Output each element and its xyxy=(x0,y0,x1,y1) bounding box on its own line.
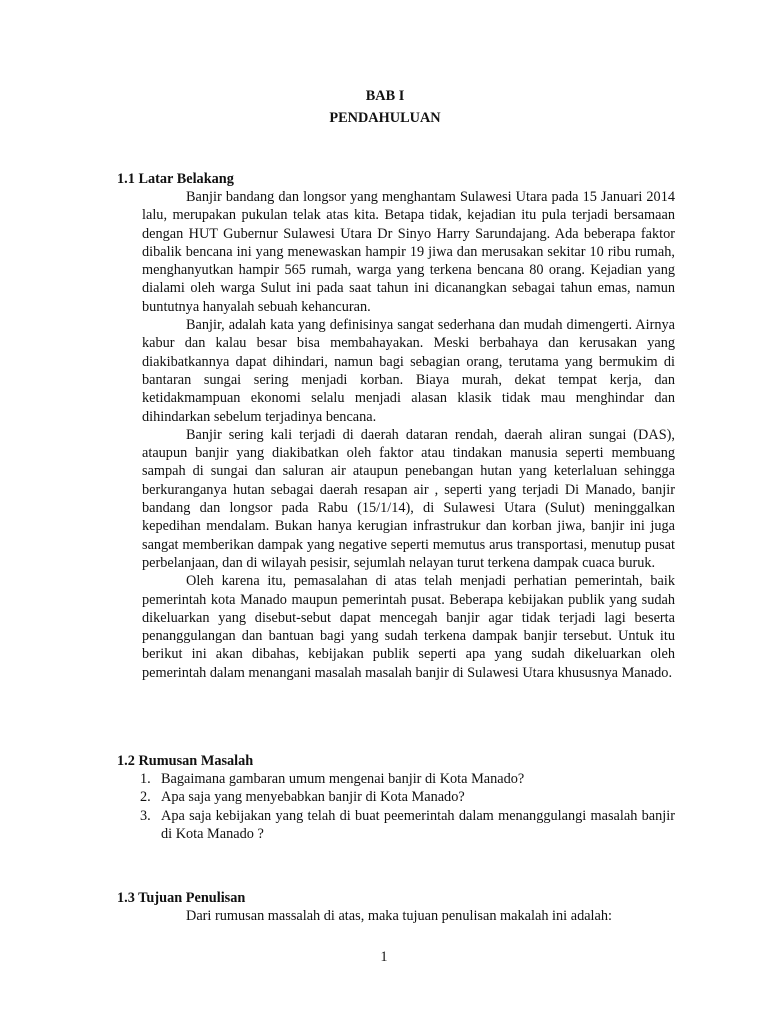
chapter-label: BAB I xyxy=(365,88,405,104)
list-text: Apa saja yang menyebabkan banjir di Kota Manado? xyxy=(161,789,465,806)
page-number: 1 xyxy=(380,949,388,965)
chapter-title: PENDAHULUAN xyxy=(329,110,441,126)
list-item xyxy=(117,788,675,806)
chapter-heading xyxy=(0,85,768,129)
list-item xyxy=(117,770,675,788)
paragraph: Banjir, adalah kata yang definisinya sangat sederhana dan mudah dimengerti. Airnya kabur dan kalau besar bisa membahayakan. Meski berbahaya dan kerusakan yang diakibatkannya dapat dihindari, namun bagi sebagian orang, terutama yang bermukim di bantaran sungai sering menjadi korban. Biaya murah, dekat tempat kerja, dan ketidakmampuan ekonomi selalu menjadi alasan klasik tidak mau menghindar dan dihindarkan sebelum terjadinya bencana. xyxy=(142,317,675,425)
paragraph: Banjir bandang dan longsor yang menghantam Sulawesi Utara pada 15 Januari 2014 lalu, merupakan pukulan telak atas kita. Betapa tidak, kejadian itu pula terjadi bersamaan dengan HUT Gubernur Sulawesi Utara Dr Sinyo Harry Sarundajang. Ada beberapa faktor dibalik bencana ini yang menewaskan hampir 19 jiwa dan merusakan sekitar 10 ribu rumah, menghanyutkan hampir 565 rumah, warga yang terkena bencana 80 orang. Kejadian yang dialami oleh warga Sulut ini pada saat tahun ini dicanangkan sebagai tahun emas, namun buntutnya hanyalah sebuah kehancuran. xyxy=(142,189,675,315)
paragraph: Oleh karena itu, pemasalahan di atas telah menjadi perhatian pemerintah, baik pemerintah kota Manado maupun pemerintah pusat. Beberapa kebijakan publik yang sudah dikeluarkan yang disebut-sebut dapat mencegah banjir agar tidak terjadi lagi beserta penanggulangan dan bantuan bagi yang sudah terkena dampak banjir tersebut. Untuk itu berikut ini akan dibahas, kebijakan publik seperti apa yang sudah dikeluarkan oleh pemerintah dalam menangani masalah masalah banjir di Sulawesi Utara khususnya Manado. xyxy=(142,573,675,681)
section-title: 1.3 Tujuan Penulisan xyxy=(117,890,246,906)
paragraph: Dari rumusan massalah di atas, maka tujuan penulisan makalah ini adalah: xyxy=(186,908,612,924)
list-item xyxy=(117,807,675,844)
list-number: 3. xyxy=(140,807,151,824)
list-text: Apa saja kebijakan yang telah di buat peemerintah dalam menanggulangi masalah banjir di Kota Manado ? xyxy=(161,807,675,842)
list-number: 2. xyxy=(140,789,151,806)
section-latar-belakang xyxy=(117,170,675,682)
section-rumusan-masalah xyxy=(117,752,675,843)
section-title: 1.1 Latar Belakang xyxy=(117,171,234,187)
problem-list xyxy=(117,770,675,843)
paragraph: Banjir sering kali terjadi di daerah dataran rendah, daerah aliran sungai (DAS), ataupun banjir yang diakibatkan oleh faktor atau tindakan manusia seperti membuang sampah di sungai dan saluran air ataupun penebangan hutan yang keterlaluan sehingga berkuranganya hutan sebagai daerah resapan air , seperti yang terjadi Di Manado, banjir bandang dan longsor pada Rabu (15/1/14), di Sulawesi Utara (Sulut) meninggalkan kepedihan mendalam. Bukan hanya kerugian infrastrukur dan korban jiwa, banjir ini juga sangat memberikan dampak yang negative seperti memutus arus transportasi, menutup pusat perbelanjaan, dan di wilayah pesisir, sejumlah nelayan turut terkena dampak cuaca buruk. xyxy=(142,426,675,571)
list-text: Bagaimana gambaran umum mengenai banjir di Kota Manado? xyxy=(161,771,525,787)
section-title: 1.2 Rumusan Masalah xyxy=(117,753,254,769)
section-tujuan-penulisan xyxy=(117,889,675,925)
list-number: 1. xyxy=(140,771,151,787)
